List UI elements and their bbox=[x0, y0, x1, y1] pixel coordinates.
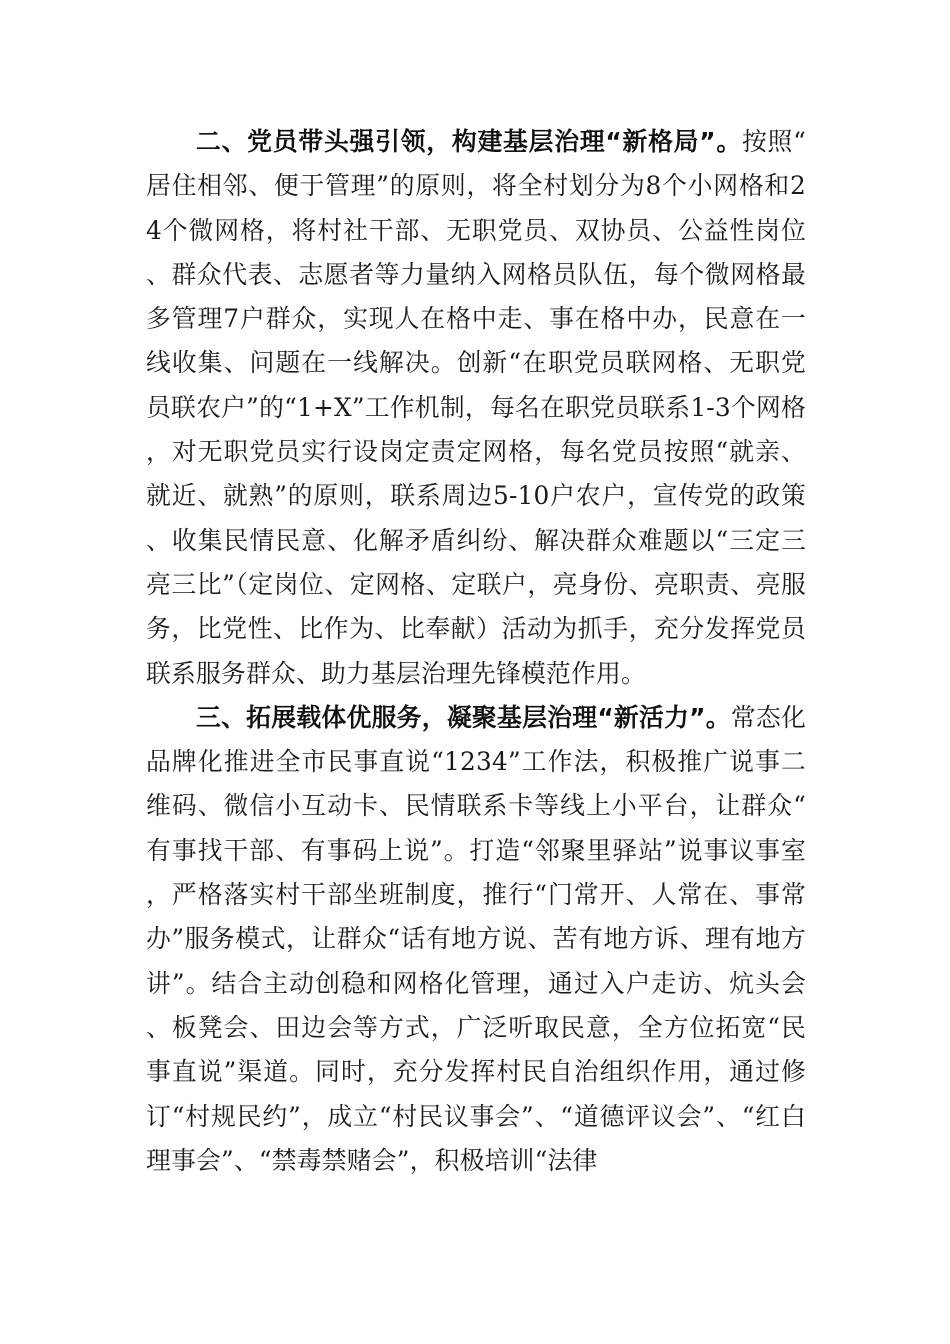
section-two-heading: 二、党员带头强引领，构建基层治理“新格局”。 bbox=[196, 127, 742, 156]
paragraph-section-two bbox=[146, 120, 806, 696]
document-body bbox=[146, 120, 806, 1183]
section-two-body: 按照“居住相邻、便于管理”的原则，将全村划分为8个小网格和24个微网格，将村社干部、无职党员、双协员、公益性岗位、群众代表、志愿者等力量纳入网格员队伍，每个微网格最多管理7户群众，实现人在格中走、事在格中办，民意在一线收集、问题在一线解决。创新“在职党员联网格、无职党员联农户”的“1+X”工作机制，每名在职党员联系1-3个网格，对无职党员实行设岗定责定网格，每名党员按照“就亲、就近、就熟”的原则，联系周边5-10户农户，宣传党的政策、收集民情民意、化解矛盾纠纷、解决群众难题以“三定三亮三比”（定岗位、定网格、定联户，亮身份、亮职责、亮服务，比党性、比作为、比奉献）活动为抓手，充分发挥党员联系服务群众、助力基层治理先锋模范作用。 bbox=[146, 127, 807, 688]
section-three-heading: 三、拓展载体优服务，凝聚基层治理“新活力”。 bbox=[196, 702, 731, 732]
section-three-body: 常态化品牌化推进全市民事直说“1234”工作法，积极推广说事二维码、微信小互动卡、民情联系卡等线上小平台，让群众“有事找干部、有事码上说”。打造“邻聚里驿站”说事议事室，严格落实村干部坐班制度，推行“门常开、人常在、事常办”服务模式，让群众“话有地方说、苦有地方诉、理有地方讲”。结合主动创稳和网格化管理，通过入户走访、炕头会、板凳会、田边会等方式，广泛听取民意，全方位拓宽“民事直说”渠道。同时，充分发挥村民自治组织作用，通过修订“村规民约”，成立“村民议事会”、“道德评议会”、“红白理事会”、“禁毒禁赌会”，积极培训“法律 bbox=[146, 702, 806, 1175]
paragraph-section-three bbox=[146, 696, 806, 1183]
